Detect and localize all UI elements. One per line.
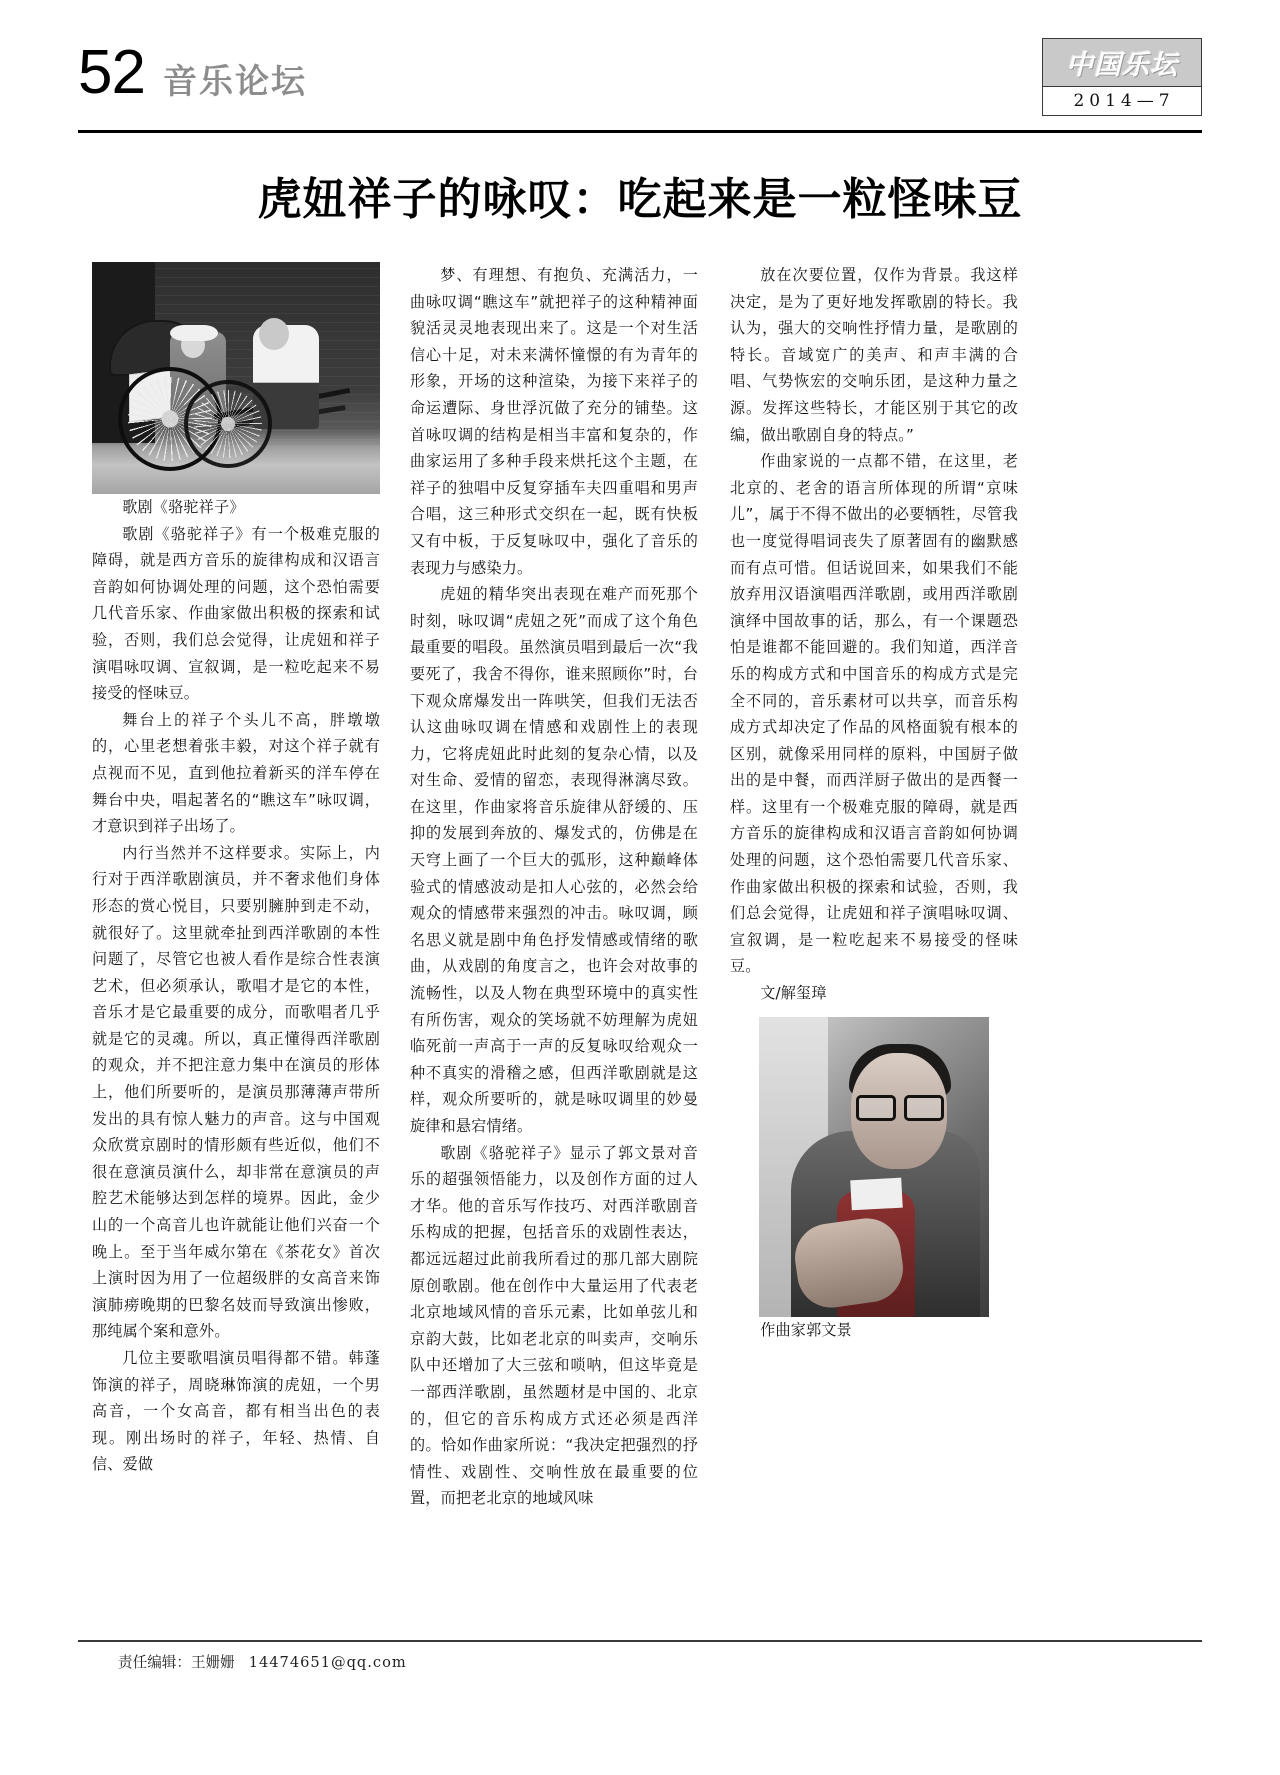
editor-email: 14474651@qq.com (248, 1654, 407, 1671)
paragraph: 作曲家说的一点都不错，在这里，老北京的、老舍的语言所体现的所谓“京味儿”，属于不得不做出的必要牺牲，尽管我也一度觉得唱词丧失了原著固有的幽默感而有点可惜。但话说回来，如果我们不能放弃用汉语演唱西洋歌剧，或用西洋歌剧演绎中国故事的话，那么，有一个课题恐怕是谁都不能回避的。我们知道，西洋音乐的构成方式和中国音乐的构成方式是完全不同的，音乐素材可以共享，而音乐构成方式却决定了作品的风格面貌有根本的区别，就像采用同样的原料，中国厨子做出的是中餐，而西洋厨子做出的是西餐一样。这里有一个极难克服的障碍，就是西方音乐的旋律构成和汉语言音韵如何协调处理的问题，这个恐怕需要几代音乐家、作曲家做出积极的探索和试验，否则，我们总会觉得，让虎妞和祥子演唱咏叹调、宣叙调，是一粒吃起来不易接受的怪味豆。 (730, 452, 1018, 976)
eyeglasses-icon (856, 1095, 944, 1115)
composer-portrait-photo (759, 1017, 989, 1317)
text-column-3 (730, 262, 1018, 1343)
paragraph: 虎妞的精华突出表现在难产而死那个时刻，咏叹调“虎妞之死”而成了这个角色最重要的唱段。虽然演员唱到最后一次“我要死了，我舍不得你，谁来照顾你”时，台下观众席爆发出一阵哄笑，但我们无法否认这曲咏叹调在情感和戏剧性上的表现力，它将虎妞此时此刻的复杂心情，以及对生命、爱情的留恋，表现得淋漓尽致。在这里，作曲家将音乐旋律从舒缓的、压抑的发展到奔放的、爆发式的，仿佛是在天穹上画了一个巨大的弧形，这种巅峰体验式的情感波动是扣人心弦的，必然会给观众的情感带来强烈的冲击。咏叹调，顾名思义就是剧中角色抒发情感或情绪的歌曲，从戏剧的角度言之，也许会对故事的流畅性，以及人物在典型环境中的真实性有所伤害，观众的笑场就不妨理解为虎妞临死前一声高于一声的反复咏叹给观众一种不真实的滑稽之感，但西洋歌剧就是这样，观众所要听的，就是咏叹调里的妙曼旋律和悬宕情绪。 (410, 585, 698, 1135)
paragraph: 歌剧《骆驼祥子》有一个极难克服的障碍，就是西方音乐的旋律构成和汉语言音韵如何协调处理的问题，这个恐怕需要几代音乐家、作曲家做出积极的探索和试验，否则，我们总会觉得，让虎妞和祥子演唱咏叹调、宣叙调，是一粒吃起来不易接受的怪味豆。 (92, 524, 380, 703)
opera-photo-caption: 歌剧《骆驼祥子》 (122, 498, 245, 516)
passenger-hat (170, 325, 218, 341)
paragraph: 几位主要歌唱演员唱得都不错。韩蓬饰演的祥子，周晓琳饰演的虎妞，一个男高音，一个女高音，都有相当出色的表现。刚出场时的祥子，年轻、热情、自信、爱做 (92, 1349, 380, 1474)
paragraph: 内行当然并不这样要求。实际上，内行对于西洋歌剧演员，并不奢求他们身体形态的赏心悦目，只要别臃肿到走不动，就很好了。这里就牵扯到西洋歌剧的本性问题了，尽管它也被人看作是综合性表演艺术，但必须承认，歌唱才是它的本性，音乐才是它最重要的成分，而歌唱者几乎就是它的灵魂。所以，真正懂得西洋歌剧的观众，并不把注意力集中在演员的形体上，他们所要听的，是演员那薄薄声带所发出的具有惊人魅力的声音。这与中国观众欣赏京剧时的情形颇有些近似，他们不很在意演员演什么，却非常在意演员的声腔艺术能够达到怎样的境界。因此，金少山的一个高音儿也许就能让他们兴奋一个晚上。至于当年威尔第在《茶花女》首次上演时因为用了一位超级胖的女高音来饰演肺痨晚期的巴黎名妓而导致演出惨败，那纯属个案和意外。 (92, 843, 380, 1341)
text-column-2 (410, 262, 698, 1512)
editor-name: 王姗姗 (190, 1654, 235, 1671)
rickshaw-puller-head (259, 318, 289, 350)
paragraph: 梦、有理想、有抱负、充满活力，一曲咏叹调“瞧这车”就把祥子的这种精神面貌活灵灵地表现出来了。这是一个对生活信心十足，对未来满怀憧憬的有为青年的形象，开场的这种渲染，为接下来祥子的命运遭际、身世浮沉做了充分的铺垫。这首咏叹调的结构是相当丰富和复杂的，作曲家运用了多种手段来烘托这个主题，在祥子的独唱中反复穿插车夫四重唱和男声合唱，这三种形式交织在一起，既有快板又有中板，于反复咏叹中，强化了音乐的表现力与感染力。 (410, 266, 698, 577)
header-divider (78, 130, 1202, 133)
masthead-logo (1043, 39, 1201, 87)
composer-photo-caption: 作曲家郭文景 (760, 1320, 852, 1339)
page-footer (78, 1648, 1202, 1678)
masthead-issue: 2014—7 (1073, 91, 1175, 111)
article-headline: 虎妞祥子的咏叹：吃起来是一粒怪味豆 (257, 174, 1023, 225)
editor-label: 责任编辑： (118, 1654, 191, 1671)
masthead-box (1042, 38, 1202, 116)
paragraph: 舞台上的祥子个头儿不高，胖墩墩的，心里老想着张丰毅，对这个祥子就有点视而不见，直到他拉着新买的洋车停在舞台中央，唱起著名的“瞧这车”咏叹调，才意识到祥子出场了。 (92, 710, 380, 836)
masthead-logo-text: 中国乐坛 (1066, 50, 1178, 81)
opera-stage-photo (92, 262, 380, 494)
page-number: 52 (78, 38, 145, 107)
portrait-collar (850, 1177, 902, 1210)
text-column-1 (92, 262, 380, 1478)
paragraph: 放在次要位置，仅作为背景。我这样决定，是为了更好地发挥歌剧的特长。我认为，强大的交响性抒情力量，是歌剧的特长。音域宽广的美声、和声丰满的合唱、气势恢宏的交响乐团，是这种力量之源。发挥这些特长，才能区别于其它的改编，做出歌剧自身的特点。” (730, 266, 1018, 444)
header-left-group (78, 38, 307, 107)
paragraph: 歌剧《骆驼祥子》显示了郭文景对音乐的超强领悟能力，以及创作方面的过人才华。他的音乐写作技巧、对西洋歌剧音乐构成的把握，包括音乐的戏剧性表达，都远远超过此前我所看过的那几部大剧院原创歌剧。他在创作中大量运用了代表老北京地域风情的音乐元素，比如单弦儿和京韵大鼓，比如老北京的叫卖声，交响乐队中还增加了大三弦和唢呐，但这毕竟是一部西洋歌剧，虽然题材是中国的、北京的，但它的音乐构成方式还必须是西洋的。恰如作曲家所说：“我决定把强烈的抒情性、戏剧性、交响性放在最重要的位置，而把老北京的地域风味 (410, 1143, 698, 1508)
article-byline: 文/解玺璋 (760, 984, 827, 1003)
page-header (78, 38, 1202, 134)
footer-divider (78, 1640, 1202, 1642)
section-title: 音乐论坛 (162, 62, 307, 102)
